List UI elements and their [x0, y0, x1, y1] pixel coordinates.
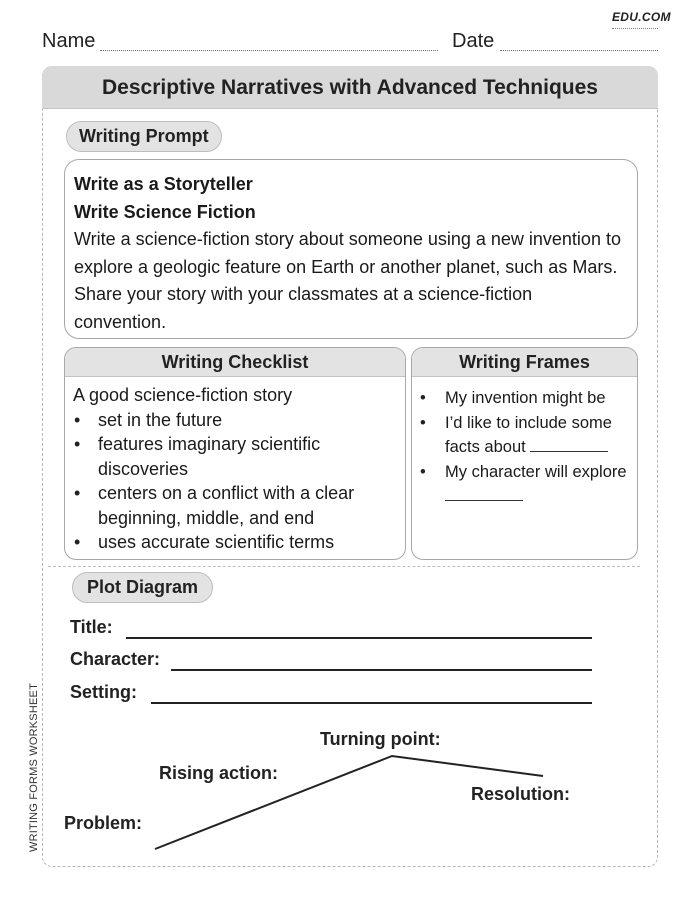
worksheet-title: Descriptive Narratives with Advanced Techniques [101, 76, 598, 99]
checklist-item: • set in the future [65, 408, 405, 433]
checklist-item: • centers on a conflict with a clear beginning, middle, and end [65, 481, 405, 530]
frame-text: I’d like to include some facts about [445, 413, 612, 456]
prompt-body-text: Write a science-fiction story about someone using a new invention to explore a geologic feature on Earth or another planet, such as Mars. Share your story with your classmates at a science-fiction convention. [74, 229, 621, 332]
name-label: Name [42, 30, 96, 52]
writing-prompt-pill: Writing Prompt [66, 121, 222, 152]
setting-field-label: Setting: [70, 682, 137, 702]
date-label: Date [452, 30, 495, 52]
side-label: WRITING FORMS WORKSHEET [28, 683, 40, 852]
edu-logo: EDU.COM [612, 10, 671, 24]
checklist-intro: A good science-fiction story [73, 385, 293, 405]
frame-text: My character will explore [445, 462, 627, 481]
frames-title: Writing Frames [412, 348, 637, 377]
character-field-label: Character: [70, 649, 161, 669]
prompt-heading-storyteller: Write as a Storyteller [74, 174, 253, 194]
checklist-title: Writing Checklist [65, 348, 405, 377]
frame-text: My invention might be [445, 389, 606, 407]
title-field-label: Title: [70, 617, 113, 637]
problem-label: Problem: [64, 813, 143, 833]
rising-action-label: Rising action: [159, 763, 279, 783]
prompt-heading-science-fiction: Write Science Fiction [74, 202, 256, 222]
checklist-item: • features imaginary scientific discoveries [65, 432, 405, 481]
turning-point-label: Turning point: [320, 729, 441, 749]
checklist-item: • uses accurate scientific terms [65, 530, 405, 555]
plot-diagram-pill: Plot Diagram [72, 572, 213, 603]
resolution-label: Resolution: [471, 784, 570, 804]
